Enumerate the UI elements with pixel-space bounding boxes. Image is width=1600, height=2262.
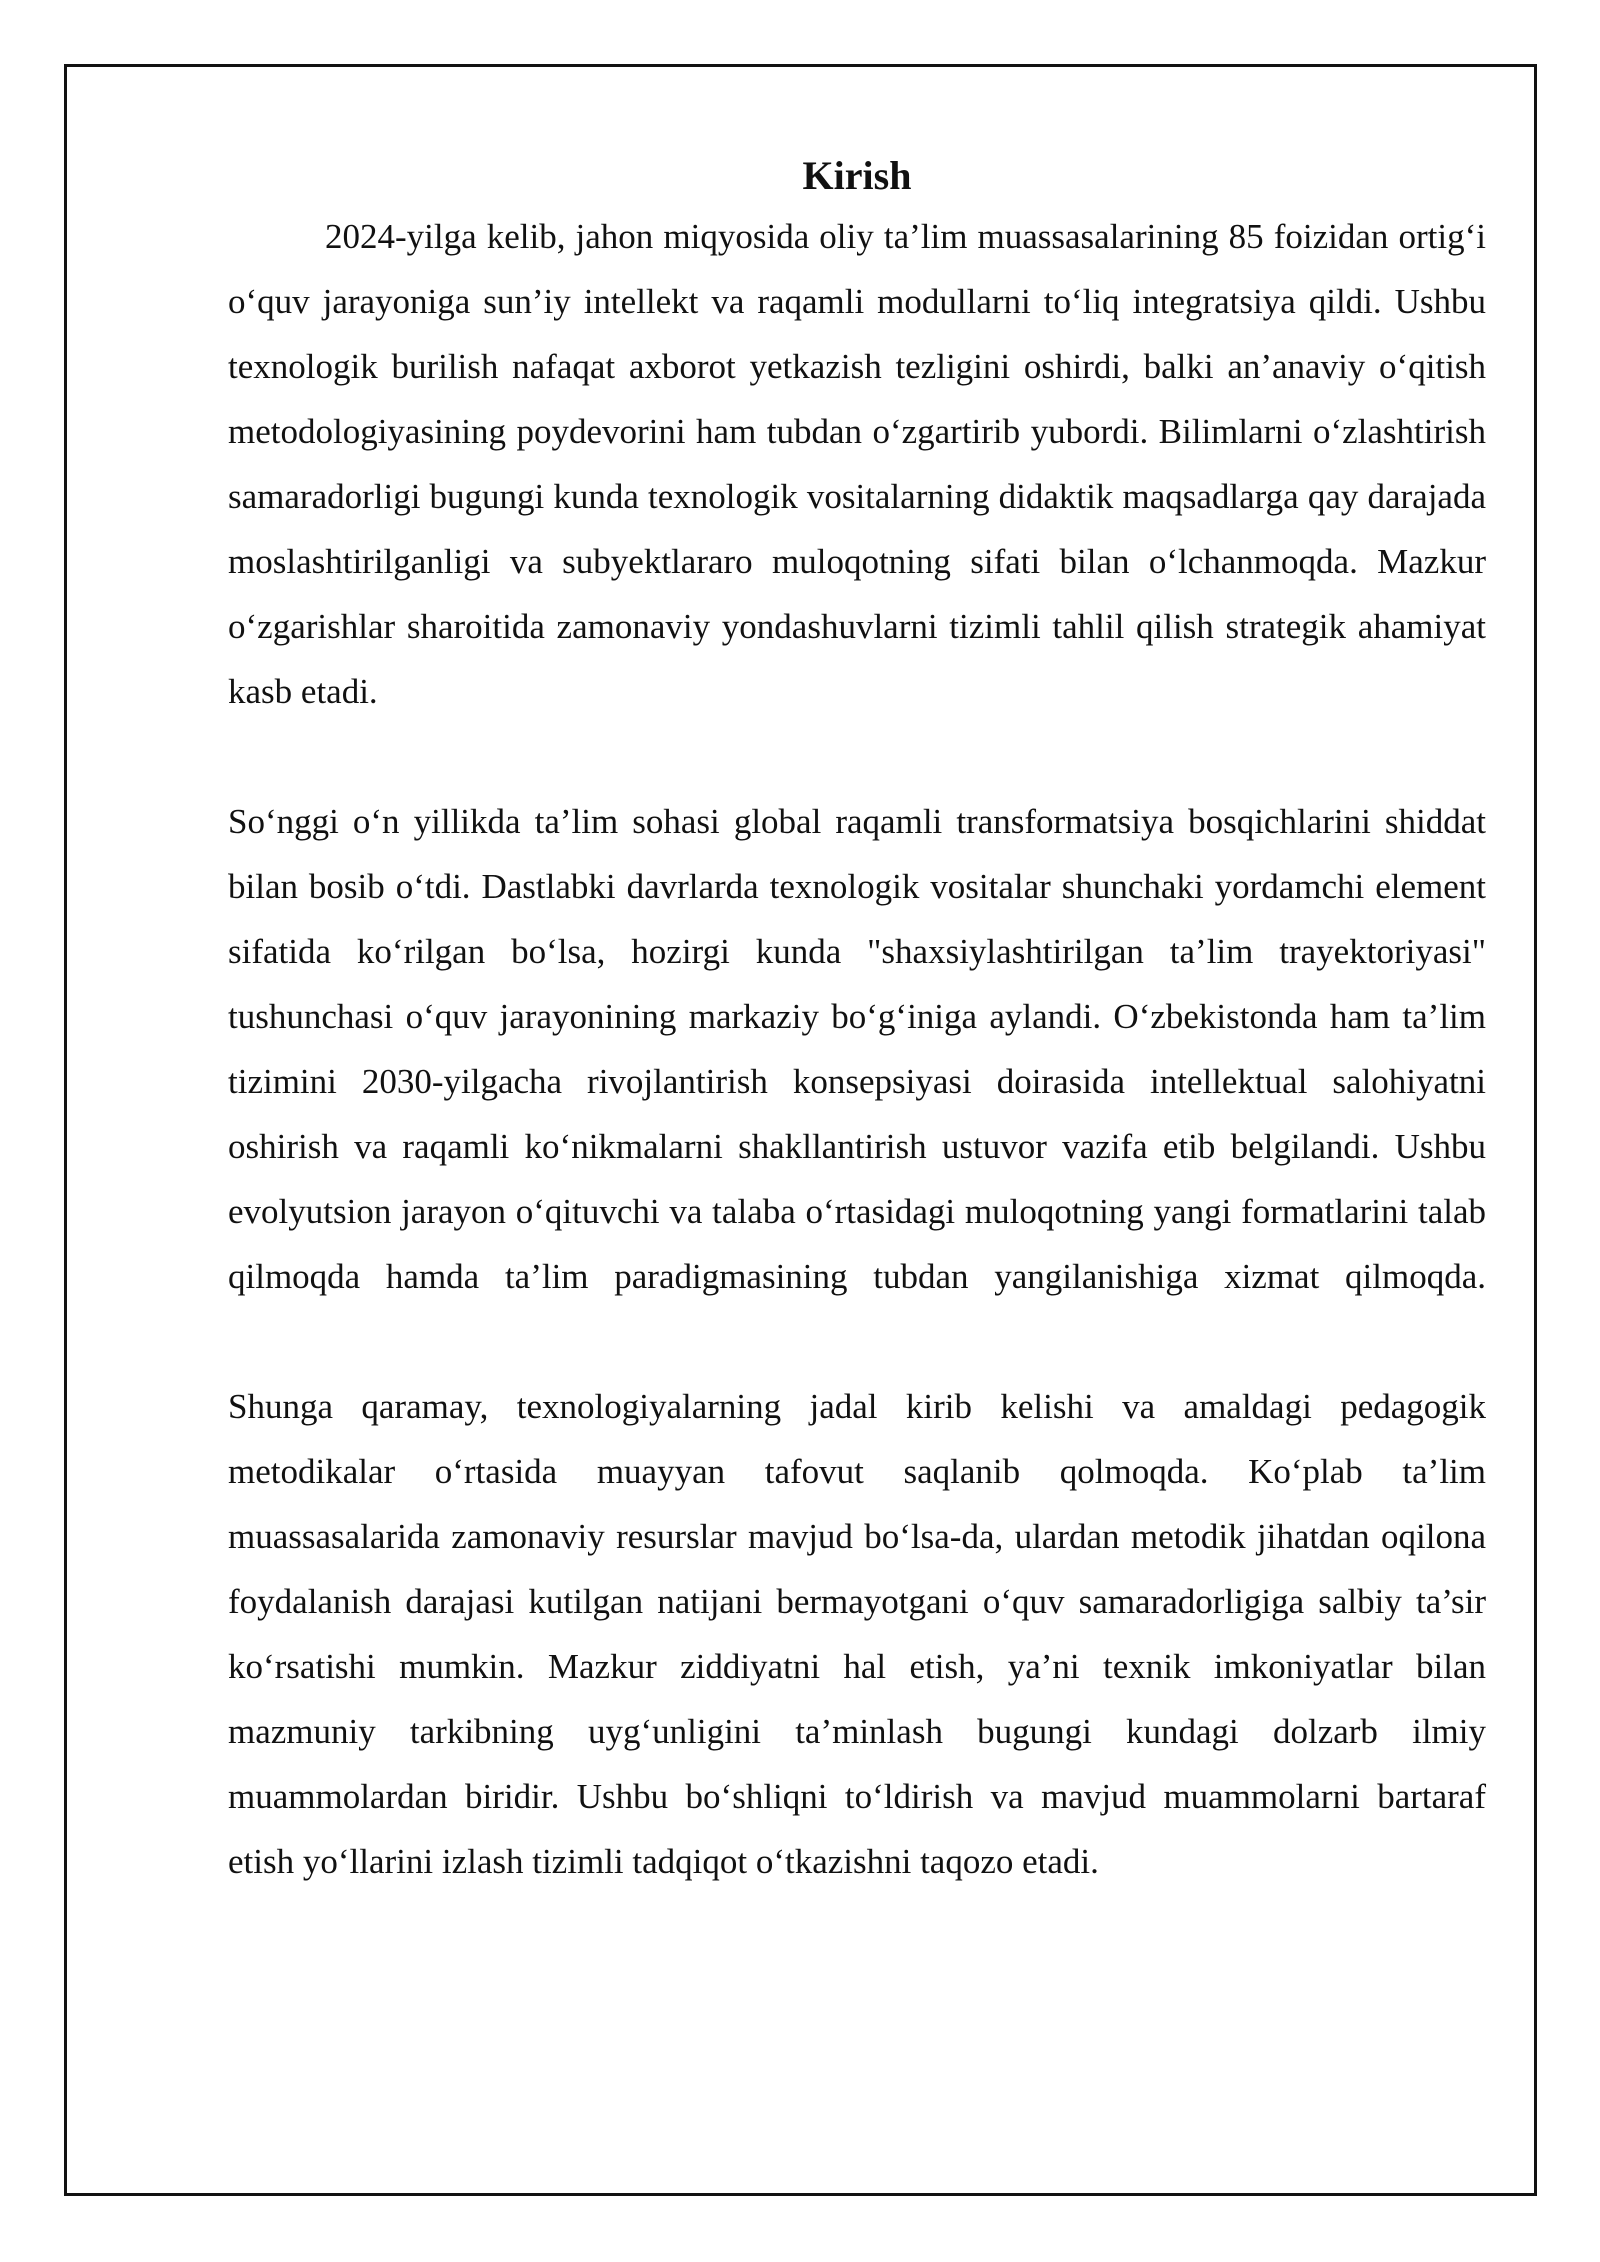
paragraph-gap xyxy=(228,724,1486,789)
document-body xyxy=(228,148,1486,1894)
document-title: Kirish xyxy=(802,153,912,198)
paragraph-intro: 2024-yilga kelib, jahon miqyosida oliy ta’lim muassasalarining 85 foizidan ortig‘i o‘quv jarayoniga sun’iy intellekt va raqamli modullarni to‘liq integratsiya qildi. Ushbu texnologik burilish nafaqat axborot yetkazish tezligini oshirdi, balki an’anaviy o‘qitish metodologiyasining poydevorini ham tubdan o‘zgartirib yubordi. Bilimlarni o‘zlashtirish samaradorligi bugungi kunda texnologik vositalarning didaktik maqsadlarga qay darajada moslashtirilganligi va subyektlararo muloqotning sifati bilan o‘lchanmoqda. Mazkur o‘zgarishlar sharoitida zamonaviy yondashuvlarni tizimli tahlil qilish strategik ahamiyat kasb etadi. xyxy=(228,217,1486,711)
paragraph-problem-statement: Shunga qaramay, texnologiyalarning jadal kirib kelishi va amaldagi pedagogik metodikalar o‘rtasida muayyan tafovut saqlanib qolmoqda. Ko‘plab ta’lim muassasalarida zamonaviy resurslar mavjud bo‘lsa-da, ulardan metodik jihatdan oqilona foydalanish darajasi kutilgan natijani bermayotgani o‘quv samaradorligiga salbiy ta’sir ko‘rsatishi mumkin. Mazkur ziddiyatni hal etish, ya’ni texnik imkoniyatlar bilan mazmuniy tarkibning uyg‘unligini ta’minlash bugungi kundagi dolzarb ilmiy muammolardan biridir. Ushbu bo‘shliqni to‘ldirish va mavjud muammolarni bartaraf etish yo‘llarini izlash tizimli tadqiqot o‘tkazishni taqozo etadi. xyxy=(228,1387,1486,1881)
paragraph-gap xyxy=(228,1309,1486,1374)
paragraph-digital-transformation: So‘nggi o‘n yillikda ta’lim sohasi global raqamli transformatsiya bosqichlarini shiddat bilan bosib o‘tdi. Dastlabki davrlarda texnologik vositalar shunchaki yordamchi element sifatida ko‘rilgan bo‘lsa, hozirgi kunda "shaxsiylashtirilgan ta’lim trayektoriyasi" tushunchasi o‘quv jarayonining markaziy bo‘g‘iniga aylandi. O‘zbekistonda ham ta’lim tizimini 2030-yilgacha rivojlantirish konsepsiyasi doirasida intellektual salohiyatni oshirish va raqamli ko‘nikmalarni shakllantirish ustuvor vazifa etib belgilandi. Ushbu evolyutsion jarayon o‘qituvchi va talaba o‘rtasidagi muloqotning yangi formatlarini talab qilmoqda hamda ta’lim paradigmasining tubdan yangilanishiga xizmat qilmoqda. xyxy=(228,802,1486,1296)
